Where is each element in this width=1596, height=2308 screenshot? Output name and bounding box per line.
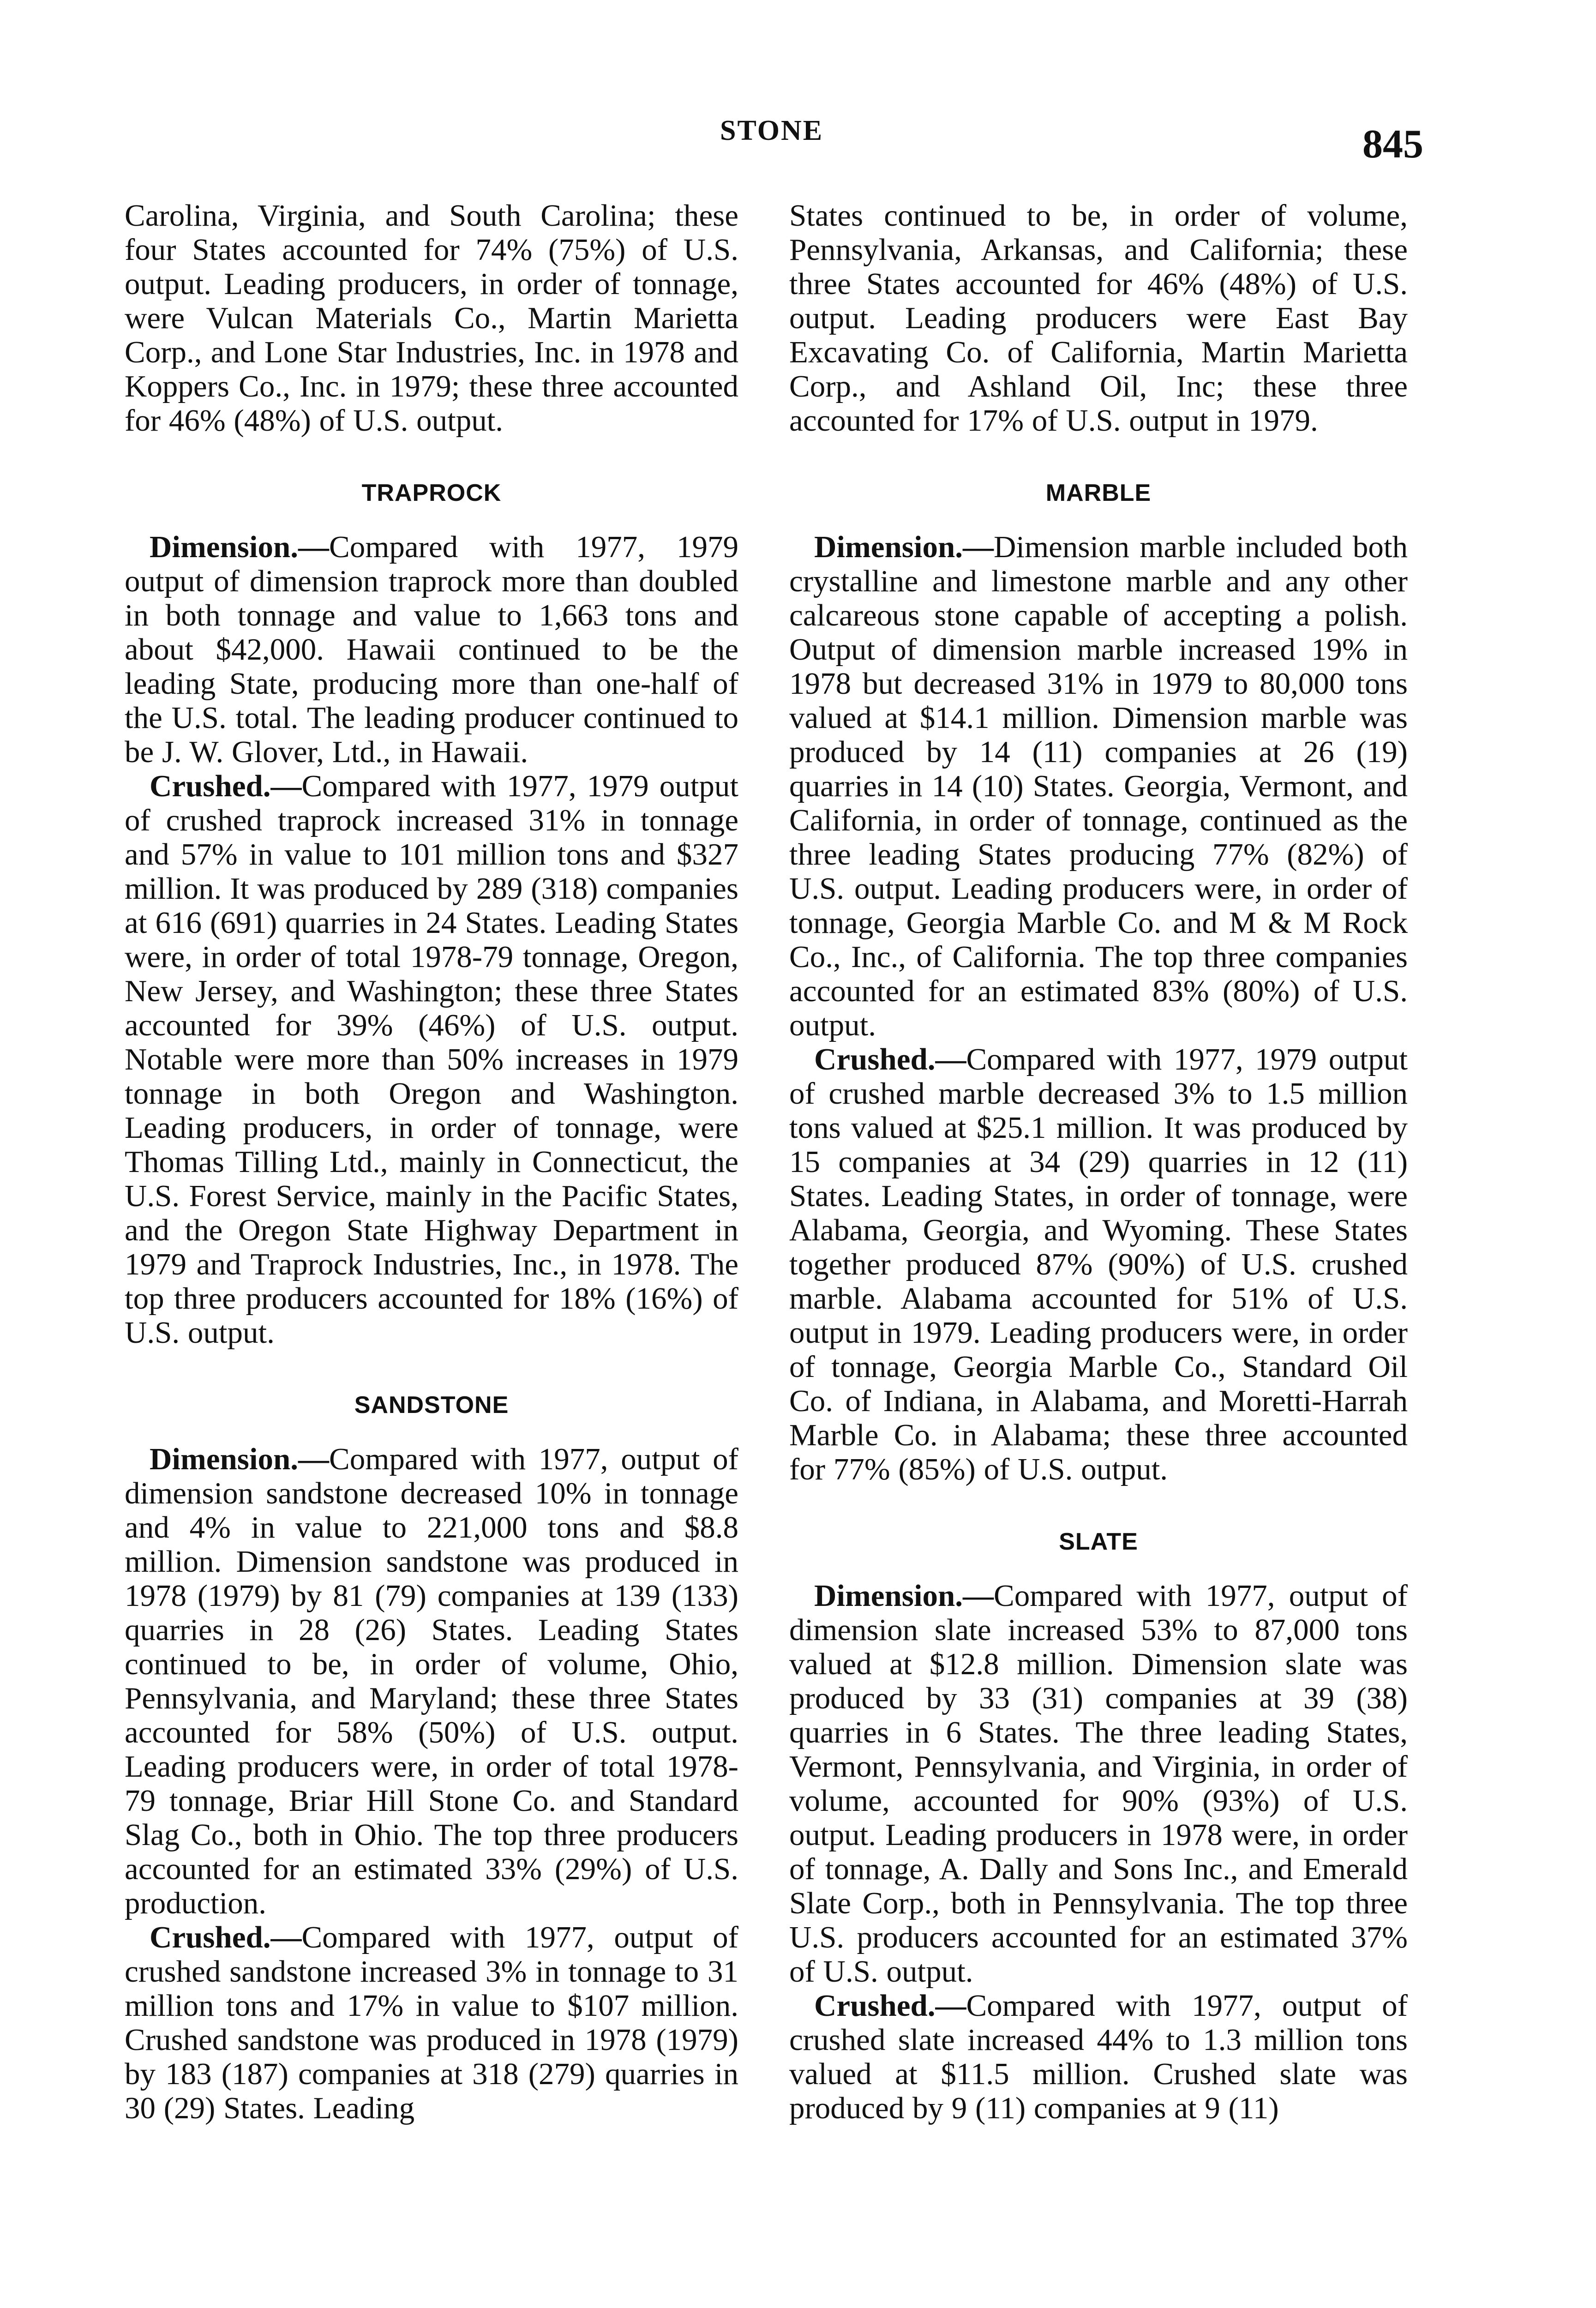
- traprock-dimension-text: Compared with 1977, 1979 output of dimension traprock more than doubled in both tonnage and value to 1,663 tons and about $42,000. Hawaii continued to be the leading State, producing more than one-half of the U.S. total. The leading producer continued to be J. W. Glover, Ltd., in Hawaii.: [125, 530, 738, 769]
- marble-heading: MARBLE: [1045, 480, 1152, 506]
- traprock-dimension-label: Dimension.—: [150, 530, 330, 564]
- marble-crushed-label: Crushed.—: [814, 1042, 966, 1076]
- marble-crushed-paragraph: [789, 1042, 1408, 1486]
- slate-dimension-label: Dimension.—: [814, 1579, 994, 1613]
- slate-heading: SLATE: [1059, 1528, 1138, 1555]
- slate-crushed-text: Compared with 1977, output of crushed slate increased 44% to 1.3 million tons valued at $11.5 million. Crushed slate was produced by 9 (11) companies at 9 (11): [789, 1989, 1408, 2125]
- running-header: STONE: [720, 115, 824, 146]
- left-intro-paragraph: Carolina, Virginia, and South Carolina; these four States accounted for 74% (75%) of U.S. output. Leading producers, in order of tonnage, were Vulcan Materials Co., Martin Marietta Corp., and Lone Star Industries, Inc. in 1978 and Koppers Co., Inc. in 1979; these three accounted for 46% (48%) of U.S. output.: [125, 198, 738, 438]
- left-column: [125, 198, 738, 2125]
- right-intro-paragraph: States continued to be, in order of volume, Pennsylvania, Arkansas, and California; these three States accounted for 46% (48%) of U.S. output. Leading producers were East Bay Excavating Co. of California, Martin Marietta Corp., and Ashland Oil, Inc; these three accounted for 17% of U.S. output in 1979.: [789, 198, 1408, 438]
- traprock-crushed-paragraph: [125, 769, 738, 1350]
- traprock-crushed-label: Crushed.—: [150, 769, 302, 803]
- slate-crushed-label: Crushed.—: [814, 1989, 966, 2023]
- slate-dimension-text: Compared with 1977, output of dimension slate increased 53% to 87,000 tons valued at $12.8 million. Dimension slate was produced by 33 (31) companies at 39 (38) quarries in 6 States. The three leading States, Vermont, Pennsylvania, and Virginia, in order of volume, accounted for 90% (93%) of U.S. output. Leading producers in 1978 were, in order of tonnage, A. Dally and Sons Inc., and Emerald Slate Corp., both in Pennsylvania. The top three U.S. producers accounted for an estimated 37% of U.S. output.: [789, 1579, 1408, 1989]
- marble-dimension-label: Dimension.—: [814, 530, 994, 564]
- slate-crushed-paragraph: [789, 1989, 1408, 2125]
- right-column: [789, 198, 1408, 2125]
- traprock-heading: TRAPROCK: [361, 480, 502, 506]
- traprock-dimension-paragraph: [125, 530, 738, 769]
- sandstone-dimension-text: Compared with 1977, output of dimension sandstone decreased 10% in tonnage and 4% in value to 221,000 tons and $8.8 million. Dimension sandstone was produced in 1978 (1979) by 81 (79) companies at 139 (133) quarries in 28 (26) States. Leading States continued to be, in order of volume, Ohio, Pennsylvania, and Maryland; these three States accounted for 58% (50%) of U.S. output. Leading producers were, in order of total 1978-79 tonnage, Briar Hill Stone Co. and Standard Slag Co., both in Ohio. The top three producers accounted for an estimated 33% (29%) of U.S. production.: [125, 1442, 738, 1920]
- sandstone-heading: SANDSTONE: [354, 1392, 509, 1418]
- marble-dimension-paragraph: [789, 530, 1408, 1042]
- sandstone-crushed-label: Crushed.—: [150, 1920, 302, 1954]
- sandstone-dimension-paragraph: [125, 1442, 738, 1920]
- slate-dimension-paragraph: [789, 1579, 1408, 1989]
- page-number: 845: [1362, 122, 1423, 167]
- marble-dimension-text: Dimension marble included both crystalline and limestone marble and any other calcareous stone capable of accepting a polish. Output of dimension marble increased 19% in 1978 but decreased 31% in 1979 to 80,000 tons valued at $14.1 million. Dimension marble was produced by 14 (11) companies at 26 (19) quarries in 14 (10) States. Georgia, Vermont, and California, in order of tonnage, continued as the three leading States producing 77% (82%) of U.S. output. Leading producers were, in order of tonnage, Georgia Marble Co. and M & M Rock Co., Inc., of California. The top three companies accounted for an estimated 83% (80%) of U.S. output.: [789, 530, 1408, 1042]
- traprock-crushed-text: Compared with 1977, 1979 output of crushed traprock increased 31% in tonnage and 57% in value to 101 million tons and $327 million. It was produced by 289 (318) companies at 616 (691) quarries in 24 States. Leading States were, in order of total 1978-79 tonnage, Oregon, New Jersey, and Washington; these three States accounted for 39% (46%) of U.S. output. Notable were more than 50% increases in 1979 tonnage in both Oregon and Washington. Leading producers, in order of tonnage, were Thomas Tilling Ltd., mainly in Connecticut, the U.S. Forest Service, mainly in the Pacific States, and the Oregon State Highway Department in 1979 and Traprock Industries, Inc., in 1978. The top three producers accounted for 18% (16%) of U.S. output.: [125, 769, 738, 1350]
- sandstone-crushed-text: Compared with 1977, output of crushed sandstone increased 3% in tonnage to 31 million tons and 17% in value to $107 million. Crushed sandstone was produced in 1978 (1979) by 183 (187) companies at 318 (279) quarries in 30 (29) States. Leading: [125, 1920, 738, 2125]
- sandstone-crushed-paragraph: [125, 1920, 738, 2125]
- sandstone-dimension-label: Dimension.—: [150, 1442, 330, 1476]
- marble-crushed-text: Compared with 1977, 1979 output of crushed marble decreased 3% to 1.5 million tons valued at $25.1 million. It was produced by 15 companies at 34 (29) quarries in 12 (11) States. Leading States, in order of tonnage, were Alabama, Georgia, and Wyoming. These States together produced 87% (90%) of U.S. crushed marble. Alabama accounted for 51% of U.S. output in 1979. Leading producers were, in order of tonnage, Georgia Marble Co., Standard Oil Co. of Indiana, in Alabama, and Moretti-Harrah Marble Co. in Alabama; these three accounted for 77% (85%) of U.S. output.: [789, 1042, 1408, 1486]
